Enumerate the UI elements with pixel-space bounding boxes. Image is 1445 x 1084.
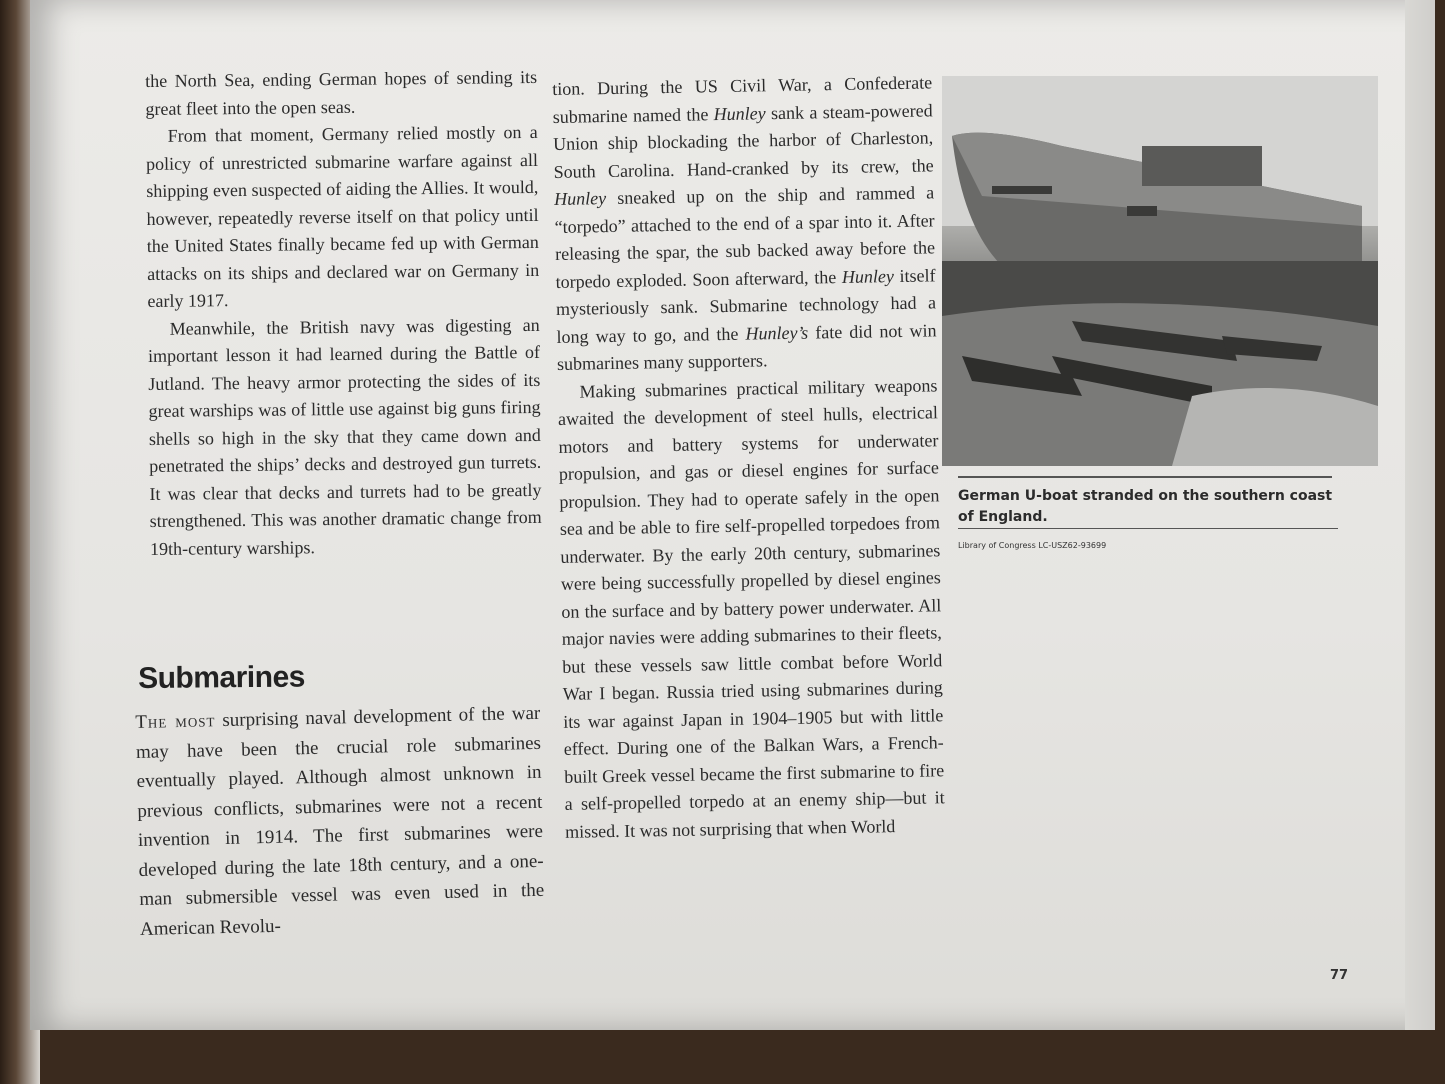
paragraph: Making submarines practical military weapons awaited the development of steel hulls, electrical motors and battery systems for underwater propulsion, and gas or diesel engines for surface propulsion. They had to operate safely in the open sea and be able to fire self-propelled torpedoes from underwater. By the early 20th century, submarines were being successfully propelled by diesel engines on the surface and by battery power underwater. All major navies were adding submarines to their fleets, but these vessels saw little combat before World War I began. Russia tried using submarines during its war against Japan in 1904–1905 but with little effect. During one of the Balkan Wars, a French-built Greek vessel became the first submarine to fire a self-propelled torpedo at an enemy ship—but it missed. It was not surprising that when World <box>557 374 945 842</box>
uboat-photo-illustration <box>942 76 1378 466</box>
left-column-top-text <box>145 64 542 563</box>
paragraph <box>135 699 545 944</box>
text-run: tion. During the US Civil War, a Confederate submarine named the <box>552 72 933 127</box>
caption-rule-top <box>958 476 1332 478</box>
paragraph-text: surprising naval development of the war may have been the crucial role submarines eventually played. Although almost unknown in previous conflicts, submarines were not a recent invention in 1914. The first submarines were developed during the late 18th century, and a one-man submersible vessel was even used in the American Revolu- <box>135 702 545 940</box>
caption-rule-bottom <box>958 528 1338 529</box>
left-column-bottom-text <box>135 699 545 944</box>
photo-credit: Library of Congress LC-USZ62-93699 <box>958 541 1107 550</box>
ship-name: Hunley’s <box>745 322 809 344</box>
ship-name: Hunley <box>713 102 766 124</box>
lead-in-smallcaps: The most <box>135 710 216 733</box>
paragraph <box>552 69 937 378</box>
ship-name: Hunley <box>841 265 895 287</box>
text-run: itself mysteriously sank. Submarine technology had a long way to go, and the <box>555 264 937 347</box>
paragraph: From that moment, Germany relied mostly on a policy of unrestricted submarine warfare against all shipping even suspected of aiding the Allies. It would, however, repeatedly reverse itself on that policy until the United States finally became fed up with German attacks on its ships and declared war on Germany in early 1917. <box>145 121 540 311</box>
text-run: fate did not win submarines many supporters. <box>556 319 937 374</box>
section-heading: Submarines <box>138 660 306 695</box>
middle-column-text <box>552 69 945 846</box>
text-run: sneaked up on the ship and rammed a “torpedo” attached to the end of a spar into it. After releasing the spar, the sub backed away before the torpedo exploded. Soon afterward, the <box>554 182 936 292</box>
uboat-photograph <box>942 76 1378 466</box>
paragraph: Meanwhile, the British navy was digesting an important lesson it had learned during the Battle of Jutland. The heavy armor protecting the sides of its great warships was of little use against big guns firing shells so high in the sky that they came down and penetrated the ships’ decks and destroyed gun turrets. It was clear that decks and turrets had to be greatly strengthened. This was another dramatic change from 19th-century warships. <box>147 314 542 559</box>
ship-name: Hunley <box>553 188 607 209</box>
photo-caption: German U-boat stranded on the southern coast of England. <box>958 488 1333 525</box>
text-run: sank a steam-powered Union ship blockading the harbor of Charleston, South Carolina. Hand-cranked by its crew, the <box>553 99 934 182</box>
page-number: 77 <box>1330 968 1349 983</box>
page-edge <box>1405 0 1435 1030</box>
paragraph: the North Sea, ending German hopes of sending its great fleet into the open seas. <box>145 66 538 119</box>
